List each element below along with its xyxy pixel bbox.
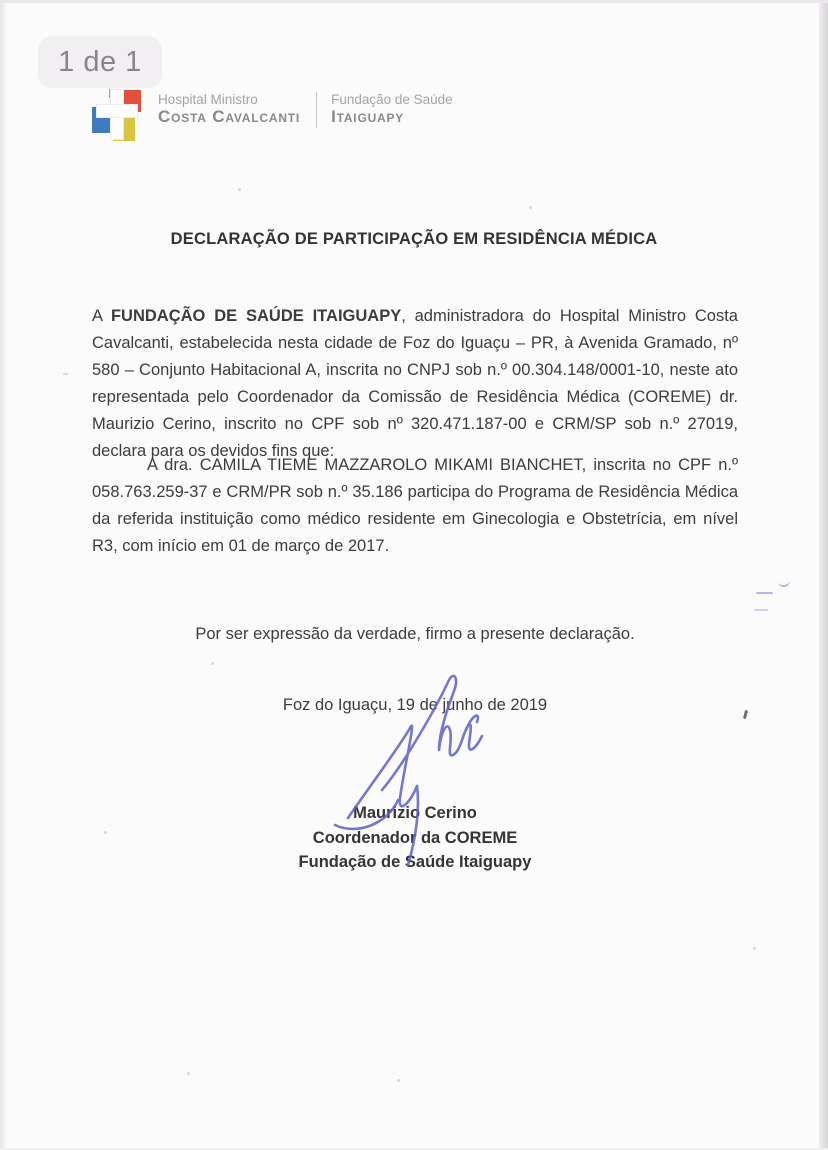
pen-tick-mark: [743, 710, 748, 719]
scan-speck: [104, 831, 107, 834]
scan-speck: [63, 373, 68, 375]
document-title: DECLARAÇÃO DE PARTICIPAÇÃO EM RESIDÊNCIA MÉDICA: [170, 230, 658, 249]
signatory-role: Coordenador da COREME: [312, 828, 518, 847]
date-line: Foz do Iguaçu, 19 de junho de 2019: [282, 695, 548, 714]
scan-speck: [529, 206, 532, 209]
paragraph-resident: A dra. CAMILA TIEME MAZZAROLO MIKAMI BIANCHET, inscrita no CPF n.º 058.763.259-37 e CRM/PR sob n.º 35.186 participa do Programa de Residência Médica da referida instituição como médico residente em Ginecologia e Obstetrícia, em nível R3, com início em 01 de março de 2017.: [92, 455, 738, 555]
letterhead-divider: [316, 92, 317, 128]
paragraph-institution-lead: A: [92, 306, 111, 325]
scan-speck: [753, 947, 756, 950]
scan-speck: [397, 1079, 400, 1082]
logo-cross-horizontal: [96, 104, 138, 118]
paragraph-institution: [92, 303, 738, 465]
foundation-name-block: [331, 88, 453, 127]
page-indicator-badge: [38, 36, 162, 88]
signature-ink: [320, 668, 510, 878]
hospital-name-top: Hospital Ministro: [158, 92, 258, 107]
scan-edge-left: [0, 0, 6, 1150]
ink-dash-mark: [754, 609, 768, 611]
hospital-name-block: [158, 88, 300, 127]
foundation-name-top: Fundação de Saúde: [331, 92, 453, 107]
page-indicator-label: 1 de 1: [58, 45, 142, 78]
signatory-org: Fundação de Saúde Itaiguapy: [298, 853, 532, 871]
paragraph-institution-rest: , administradora do Hospital Ministro Costa Cavalcanti, estabelecida nesta cidade de Foz do Iguaçu – PR, à Avenida Gramado, nº 580 – Conjunto Habitacional A, inscrita no CNPJ sob n.º 00.304.148/0001-10, neste ato representada pelo Coordenador da Comissão de Residência Médica (COREME) dr. Maurizio Cerino, inscrito no CPF sob nº 320.471.187-00 e CRM/SP sob n.º 27019, declara para os devidos fins que:: [92, 306, 738, 460]
scan-speck: [238, 188, 241, 191]
institution-name-bold: FUNDAÇÃO DE SAÚDE ITAIGUAPY: [110, 306, 402, 325]
scan-edge-top: [0, 0, 828, 3]
foundation-name-bottom: Itaiguapy: [331, 107, 405, 126]
closing-statement: Por ser expressão da verdade, firmo a presente declaração.: [195, 624, 635, 643]
scan-speck: [187, 1072, 190, 1075]
signatory-name: Maurizio Cerino: [353, 804, 477, 822]
scan-speck: [211, 662, 214, 665]
ink-dash-mark: [756, 592, 773, 594]
hospital-cross-icon: [88, 88, 146, 145]
ink-squiggle-mark: [777, 577, 790, 588]
scan-edge-right: [819, 0, 828, 1150]
letterhead: [88, 88, 453, 145]
hospital-name-bottom: Costa Cavalcanti: [158, 107, 301, 126]
